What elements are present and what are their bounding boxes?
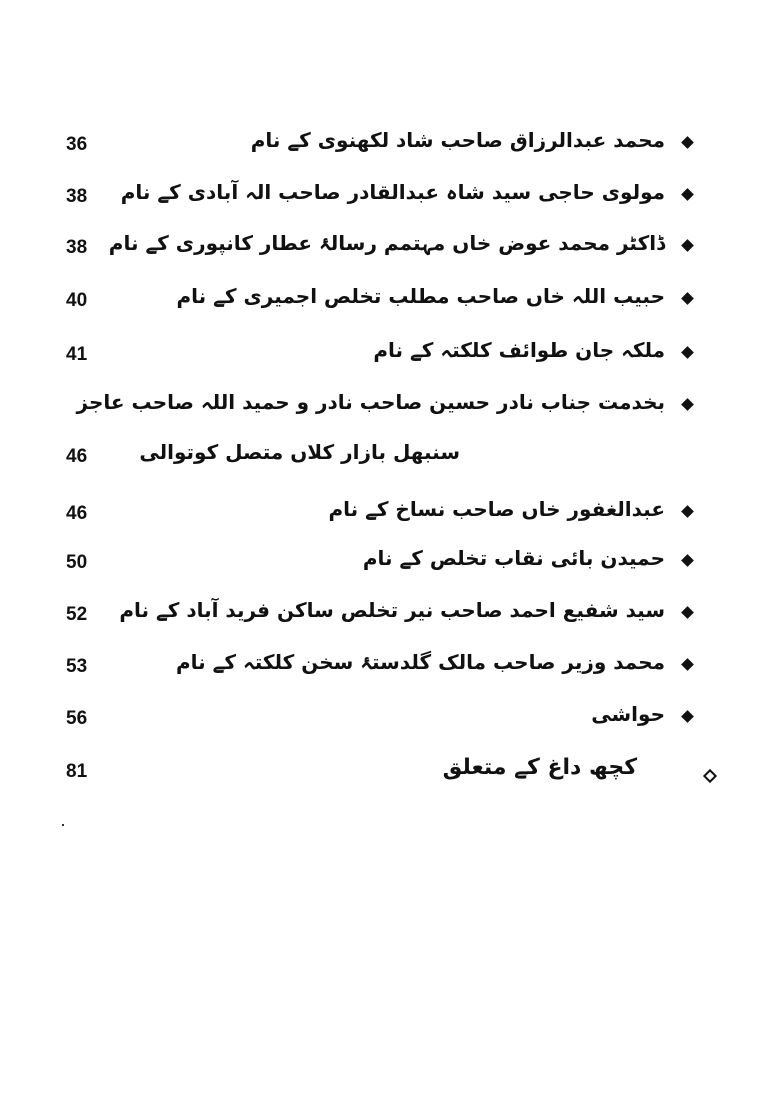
page-number: 56	[66, 708, 88, 729]
bullet-icon	[681, 239, 694, 252]
toc-entry	[0, 546, 780, 586]
entry-title-continuation: سنبھل بازار کلاں متصل کوتوالی	[139, 440, 460, 464]
bullet-icon	[681, 398, 694, 411]
page-number: 38	[66, 237, 88, 258]
bullet-icon	[681, 505, 694, 518]
entry-title: سید شفیع احمد صاحب نیر تخلص ساکن فرید آباد کے نام	[119, 598, 665, 622]
entry-title: مولوی حاجی سید شاہ عبدالقادر صاحب الہ آبادی کے نام	[120, 180, 665, 204]
entry-title: بخدمت جناب نادر حسین صاحب نادر و حمید اللہ صاحب عاجز	[76, 390, 665, 414]
page-number: 41	[66, 344, 88, 365]
toc-entry	[0, 650, 780, 690]
page-number: 46	[66, 503, 88, 524]
speck	[62, 824, 64, 826]
bullet-icon	[681, 658, 694, 671]
entry-title: محمد عبدالرزاق صاحب شاد لکھنوی کے نام	[250, 128, 665, 152]
entry-title: حواشی	[591, 702, 665, 726]
bullet-icon	[681, 292, 694, 305]
bullet-icon	[681, 136, 694, 149]
bullet-icon	[681, 554, 694, 567]
toc-entry	[0, 338, 780, 378]
toc-section	[0, 755, 780, 795]
page-number: 38	[66, 186, 88, 207]
toc-entry	[0, 702, 780, 742]
page-number: 52	[66, 604, 88, 625]
page-number: 53	[66, 656, 88, 677]
toc-entry	[0, 231, 780, 271]
toc-entry	[0, 284, 780, 324]
entry-title: حمیدن بائی نقاب تخلص کے نام	[362, 546, 665, 570]
bullet-icon	[681, 710, 694, 723]
toc-entry	[0, 598, 780, 638]
toc-entry	[0, 390, 780, 470]
bullet-icon	[681, 188, 694, 201]
page-number: 50	[66, 552, 88, 573]
entry-title: ڈاکٹر محمد عوض خاں مہتمم رسالۂ عطار کانپوری کے نام	[108, 231, 665, 255]
page-number: 46	[66, 446, 88, 467]
toc-entry	[0, 180, 780, 220]
entry-title: حبیب اللہ خاں صاحب مطلب تخلص اجمیری کے نام	[176, 284, 665, 308]
toc-entry	[0, 128, 780, 168]
page-number: 36	[66, 134, 88, 155]
entry-title: عبدالغفور خاں صاحب نساخ کے نام	[328, 497, 665, 521]
page-number: 81	[66, 761, 88, 782]
toc-entry	[0, 497, 780, 537]
bullet-icon	[681, 346, 694, 359]
bullet-icon	[681, 606, 694, 619]
page-number: 40	[66, 290, 88, 311]
entry-title: محمد وزیر صاحب مالک گلدستۂ سخن کلکتہ کے نام	[176, 650, 665, 674]
entry-title: ملکہ جان طوائف کلکتہ کے نام	[373, 338, 665, 362]
hollow-diamond-icon	[703, 769, 717, 783]
section-title: کچھ داغ کے متعلق	[442, 755, 637, 780]
